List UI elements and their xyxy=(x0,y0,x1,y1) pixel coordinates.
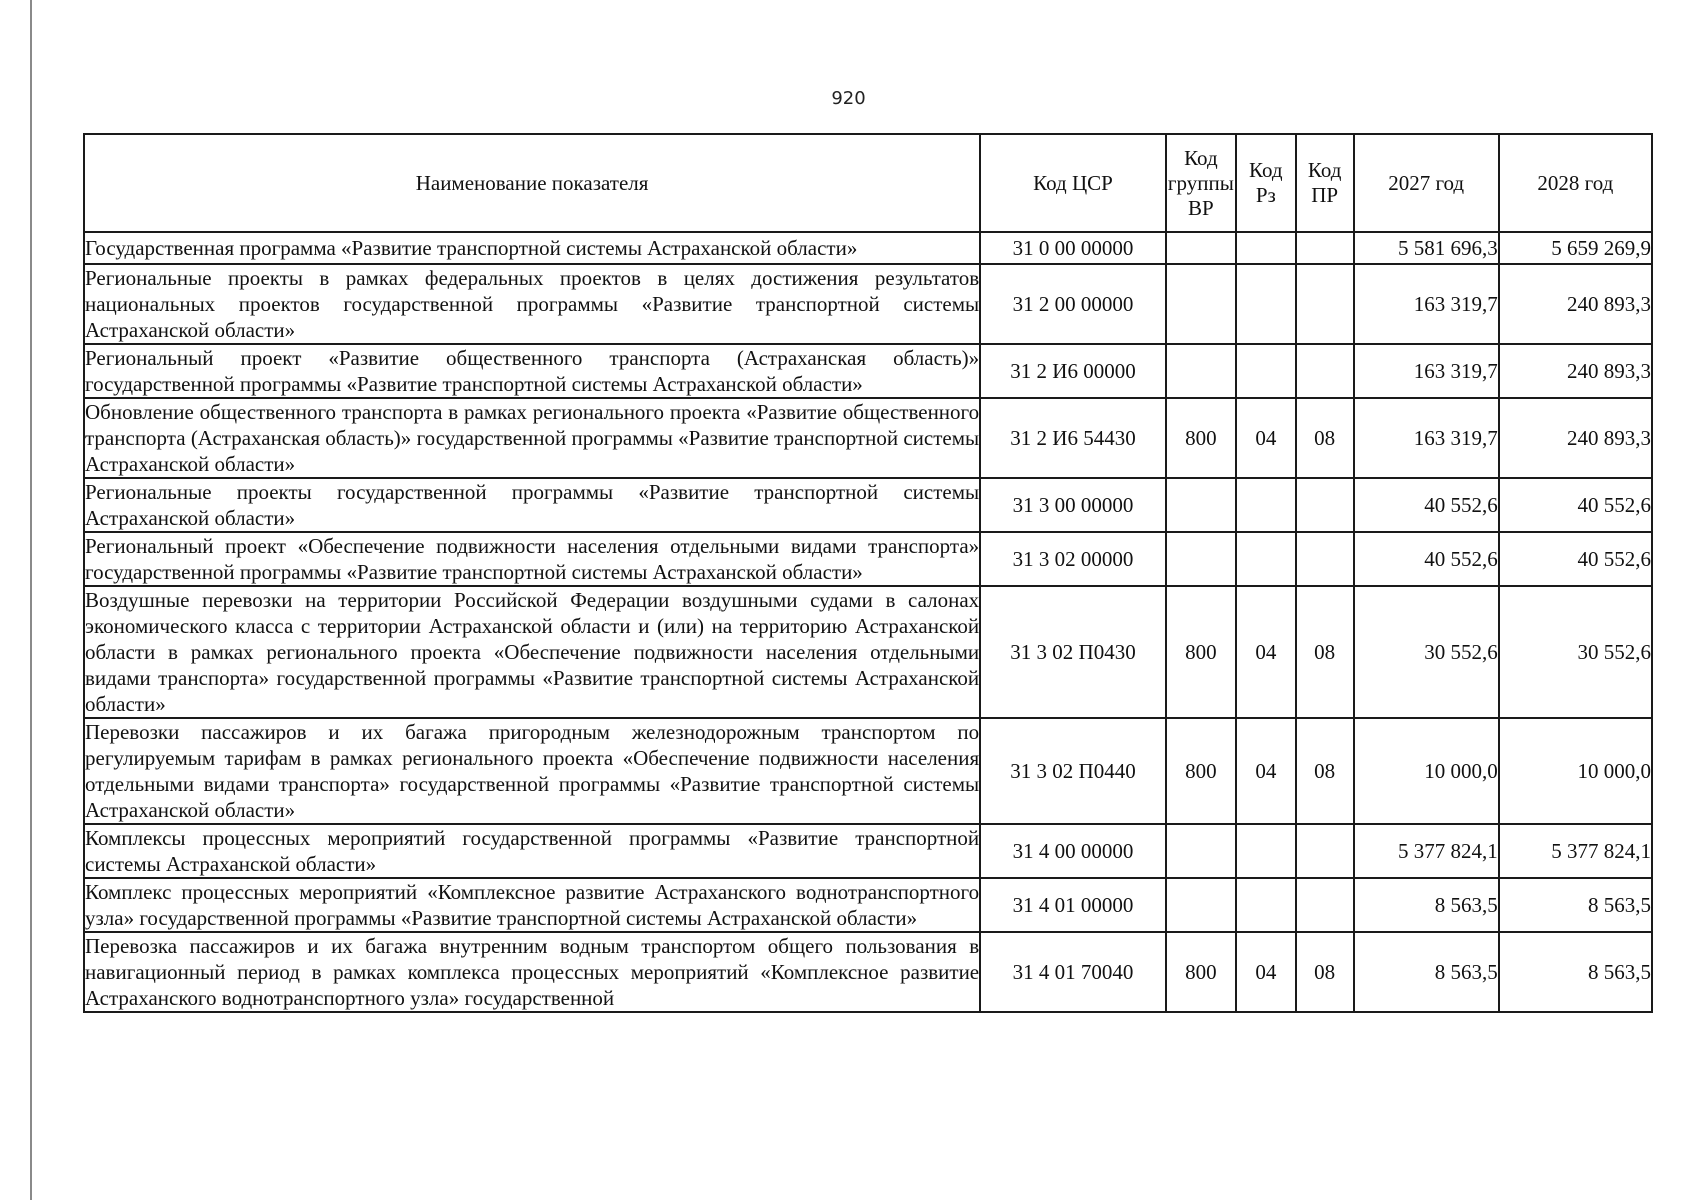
table-header-row xyxy=(84,134,1652,232)
cell-pr xyxy=(1296,478,1354,532)
cell-2028: 5 659 269,9 xyxy=(1499,232,1652,264)
cell-pr: 08 xyxy=(1296,398,1354,478)
table-row xyxy=(84,478,1652,532)
cell-pr: 08 xyxy=(1296,586,1354,718)
cell-2027: 163 319,7 xyxy=(1354,398,1499,478)
cell-name: Комплекс процессных мероприятий «Комплексное развитие Астраханского воднотранспортного узла» государственной программы «Развитие транспортной системы Астраханской области» xyxy=(85,880,980,930)
cell-csr: 31 2 И6 00000 xyxy=(980,344,1166,398)
cell-vr: 800 xyxy=(1166,718,1236,824)
cell-pr xyxy=(1296,232,1354,264)
header-rz: Код Рз xyxy=(1236,134,1296,232)
cell-rz: 04 xyxy=(1236,586,1296,718)
cell-name: Перевозки пассажиров и их багажа пригородным железнодорожным транспортом по регулируемым тарифам в рамках регионального проекта «Обеспечение подвижности населения отдельными видами транспорта» государственной программы «Развитие транспортной системы Астраханской области» xyxy=(85,720,980,822)
cell-name: Региональный проект «Развитие общественного транспорта (Астраханская область)» государственной программы «Развитие транспортной системы Астраханской области» xyxy=(85,346,980,396)
cell-2027: 40 552,6 xyxy=(1354,532,1499,586)
cell-2027: 5 581 696,3 xyxy=(1354,232,1499,264)
table-row xyxy=(84,586,1652,718)
cell-name: Перевозка пассажиров и их багажа внутренним водным транспортом общего пользования в навигационный период в рамках комплекса процессных мероприятий «Комплексное развитие Астраханского воднотранспортного узла» государственной xyxy=(85,934,980,1010)
header-csr: Код ЦСР xyxy=(980,134,1166,232)
cell-2028: 10 000,0 xyxy=(1499,718,1652,824)
cell-pr xyxy=(1296,824,1354,878)
page-number: 920 xyxy=(831,88,866,109)
cell-name: Комплексы процессных мероприятий государственной программы «Развитие транспортной системы Астраханской области» xyxy=(85,826,980,876)
cell-2027: 8 563,5 xyxy=(1354,932,1499,1012)
cell-name: Государственная программа «Развитие транспортной системы Астраханской области» xyxy=(84,232,980,264)
cell-vr: 800 xyxy=(1166,586,1236,718)
cell-rz xyxy=(1236,478,1296,532)
cell-2027: 163 319,7 xyxy=(1354,344,1499,398)
cell-rz: 04 xyxy=(1236,932,1296,1012)
cell-name: Воздушные перевозки на территории Российской Федерации воздушными судами в салонах экономического класса с территории Астраханской области и (или) на территорию Астраханской области в рамках регионального проекта «Обеспечение подвижности населения отдельными видами транспорта» государственной программы «Развитие транспортной системы Астраханской области» xyxy=(85,588,980,716)
cell-name: Региональный проект «Обеспечение подвижности населения отдельными видами транспорта» государственной программы «Развитие транспортной системы Астраханской области» xyxy=(85,534,980,584)
table-row xyxy=(84,264,1652,344)
left-margin-line xyxy=(30,0,32,1200)
cell-rz xyxy=(1236,232,1296,264)
table-row xyxy=(84,718,1652,824)
header-name: Наименование показателя xyxy=(84,134,980,232)
cell-vr: 800 xyxy=(1166,398,1236,478)
header-vr: Код группы ВР xyxy=(1166,134,1236,232)
cell-vr xyxy=(1166,232,1236,264)
table-row xyxy=(84,824,1652,878)
cell-vr xyxy=(1166,344,1236,398)
cell-csr: 31 4 00 00000 xyxy=(980,824,1166,878)
cell-csr: 31 3 00 00000 xyxy=(980,478,1166,532)
cell-vr xyxy=(1166,878,1236,932)
cell-csr: 31 3 02 00000 xyxy=(980,532,1166,586)
cell-2027: 163 319,7 xyxy=(1354,264,1499,344)
cell-csr: 31 3 02 П0430 xyxy=(980,586,1166,718)
cell-rz xyxy=(1236,824,1296,878)
table-row xyxy=(84,532,1652,586)
cell-pr xyxy=(1296,532,1354,586)
cell-2028: 40 552,6 xyxy=(1499,532,1652,586)
budget-table xyxy=(83,133,1653,1013)
cell-csr: 31 0 00 00000 xyxy=(980,232,1166,264)
header-2027: 2027 год xyxy=(1354,134,1499,232)
cell-rz xyxy=(1236,344,1296,398)
cell-rz: 04 xyxy=(1236,718,1296,824)
cell-2028: 8 563,5 xyxy=(1499,878,1652,932)
cell-pr xyxy=(1296,344,1354,398)
cell-rz xyxy=(1236,878,1296,932)
cell-name: Региональные проекты государственной программы «Развитие транспортной системы Астраханской области» xyxy=(85,480,980,530)
cell-2028: 240 893,3 xyxy=(1499,398,1652,478)
cell-2027: 8 563,5 xyxy=(1354,878,1499,932)
cell-rz xyxy=(1236,532,1296,586)
cell-rz xyxy=(1236,264,1296,344)
cell-csr: 31 4 01 00000 xyxy=(980,878,1166,932)
table-row xyxy=(84,232,1652,264)
cell-vr xyxy=(1166,478,1236,532)
cell-2027: 10 000,0 xyxy=(1354,718,1499,824)
cell-2027: 30 552,6 xyxy=(1354,586,1499,718)
cell-pr: 08 xyxy=(1296,932,1354,1012)
cell-2028: 240 893,3 xyxy=(1499,344,1652,398)
header-2028: 2028 год xyxy=(1499,134,1652,232)
cell-name: Региональные проекты в рамках федеральных проектов в целях достижения результатов национальных проектов государственной программы «Развитие транспортной системы Астраханской области» xyxy=(85,266,980,342)
cell-2028: 240 893,3 xyxy=(1499,264,1652,344)
header-pr: Код ПР xyxy=(1296,134,1354,232)
cell-vr: 800 xyxy=(1166,932,1236,1012)
cell-vr xyxy=(1166,264,1236,344)
cell-csr: 31 4 01 70040 xyxy=(980,932,1166,1012)
cell-vr xyxy=(1166,532,1236,586)
table-row xyxy=(84,932,1652,1012)
table-row xyxy=(84,344,1652,398)
cell-csr: 31 2 И6 54430 xyxy=(980,398,1166,478)
table-row xyxy=(84,878,1652,932)
table-row xyxy=(84,398,1652,478)
cell-csr: 31 2 00 00000 xyxy=(980,264,1166,344)
cell-2028: 30 552,6 xyxy=(1499,586,1652,718)
cell-2028: 8 563,5 xyxy=(1499,932,1652,1012)
cell-2028: 5 377 824,1 xyxy=(1499,824,1652,878)
cell-pr xyxy=(1296,264,1354,344)
cell-2027: 40 552,6 xyxy=(1354,478,1499,532)
cell-vr xyxy=(1166,824,1236,878)
cell-pr xyxy=(1296,878,1354,932)
cell-pr: 08 xyxy=(1296,718,1354,824)
cell-rz: 04 xyxy=(1236,398,1296,478)
cell-2027: 5 377 824,1 xyxy=(1354,824,1499,878)
cell-2028: 40 552,6 xyxy=(1499,478,1652,532)
cell-name: Обновление общественного транспорта в рамках регионального проекта «Развитие общественного транспорта (Астраханская область)» государственной программы «Развитие транспортной системы Астраханской области» xyxy=(85,400,980,476)
cell-csr: 31 3 02 П0440 xyxy=(980,718,1166,824)
